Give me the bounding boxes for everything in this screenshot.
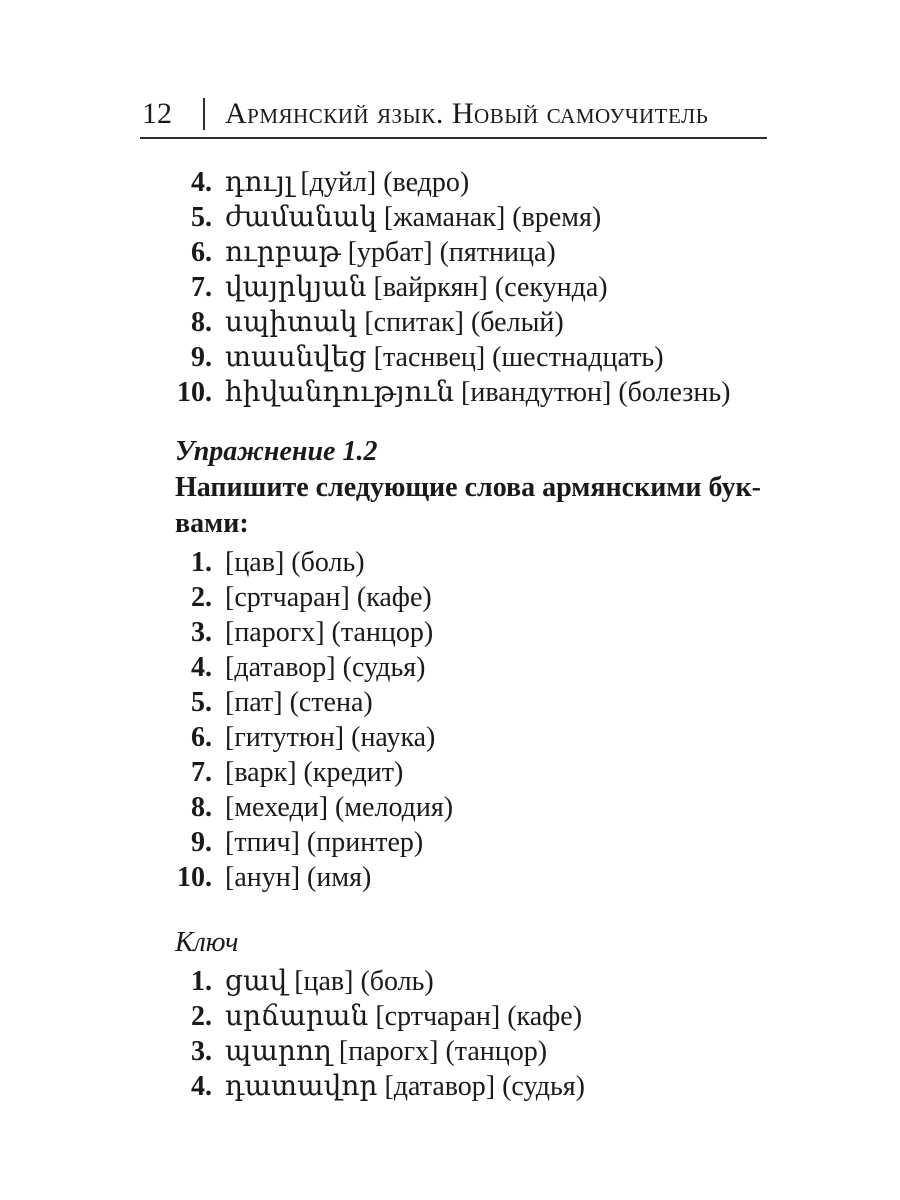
item-text: դույլ [дуйл] (ведро) — [225, 167, 470, 198]
item-number: 4. — [191, 1071, 212, 1102]
item-number: 7. — [191, 272, 212, 303]
running-header-title: Армянский язык. Новый самоучитель — [225, 97, 709, 130]
item-number: 8. — [191, 792, 212, 823]
page-number: 12 — [140, 98, 205, 130]
item-number: 9. — [191, 342, 212, 373]
list-item — [140, 790, 767, 825]
item-number: 10. — [177, 862, 212, 893]
item-text: [варк] (кредит) — [225, 757, 404, 788]
list-item — [140, 755, 767, 790]
item-text: [цав] (боль) — [225, 547, 365, 578]
item-number: 3. — [191, 1036, 212, 1067]
list-item — [140, 165, 767, 200]
list-item — [140, 964, 767, 999]
item-number: 9. — [191, 827, 212, 858]
exercise-word-list — [140, 545, 767, 895]
key-answer-list — [140, 964, 767, 1104]
list-item — [140, 825, 767, 860]
item-number: 7. — [191, 757, 212, 788]
item-number: 3. — [191, 617, 212, 648]
list-item — [140, 305, 767, 340]
list-item — [140, 200, 767, 235]
exercise-instruction — [175, 470, 775, 542]
item-text: սրճարան [сртчаран] (кафе) — [225, 1001, 583, 1032]
item-number: 6. — [191, 722, 212, 753]
item-text: [пат] (стена) — [225, 687, 373, 718]
item-number: 5. — [191, 687, 212, 718]
item-number: 8. — [191, 307, 212, 338]
list-item — [140, 235, 767, 270]
list-item — [140, 860, 767, 895]
instruction-line-1: Напишите следующие слова армянскими бук- — [175, 472, 761, 503]
item-text: տասնվեց [таснвец] (шестнадцать) — [225, 342, 664, 373]
item-text: [анун] (имя) — [225, 862, 372, 893]
item-number: 2. — [191, 582, 212, 613]
item-number: 1. — [191, 966, 212, 997]
list-item — [140, 340, 767, 375]
item-number: 4. — [191, 167, 212, 198]
item-text: [датавор] (судья) — [225, 652, 426, 683]
list-item — [140, 375, 767, 410]
item-text: հիվանդություն [ивандутюн] (болезнь) — [225, 377, 731, 408]
list-item — [140, 1069, 767, 1104]
list-item — [140, 270, 767, 305]
item-number: 5. — [191, 202, 212, 233]
exercise-heading: Упражнение 1.2 — [175, 436, 378, 467]
instruction-line-2: вами: — [175, 508, 249, 539]
item-number: 10. — [177, 377, 212, 408]
list-item — [140, 615, 767, 650]
list-item — [140, 650, 767, 685]
item-text: [сртчаран] (кафе) — [225, 582, 432, 613]
item-text: ցավ [цав] (боль) — [225, 966, 434, 997]
item-text: պարող [парогх] (танцор) — [225, 1036, 548, 1067]
answers-list-top — [140, 165, 767, 410]
item-text: ուրբաթ [урбат] (пятница) — [225, 237, 556, 268]
list-item — [140, 580, 767, 615]
item-number: 2. — [191, 1001, 212, 1032]
item-text: [мехеди] (мелодия) — [225, 792, 454, 823]
key-heading: Ключ — [175, 927, 239, 958]
list-item — [140, 545, 767, 580]
list-item — [140, 1034, 767, 1069]
list-item — [140, 999, 767, 1034]
item-number: 6. — [191, 237, 212, 268]
item-number: 4. — [191, 652, 212, 683]
item-text: սպիտակ [спитак] (белый) — [225, 307, 564, 338]
item-text: [гитутюн] (наука) — [225, 722, 436, 753]
list-item — [140, 685, 767, 720]
item-text: վայրկյան [вайркян] (секунда) — [225, 272, 608, 303]
item-text: դատավոր [датавор] (судья) — [225, 1071, 585, 1102]
item-text: ժամանակ [жаманак] (время) — [225, 202, 602, 233]
item-text: [тпич] (принтер) — [225, 827, 424, 858]
running-header — [140, 98, 767, 139]
item-text: [парогх] (танцор) — [225, 617, 434, 648]
item-number: 1. — [191, 547, 212, 578]
list-item — [140, 720, 767, 755]
